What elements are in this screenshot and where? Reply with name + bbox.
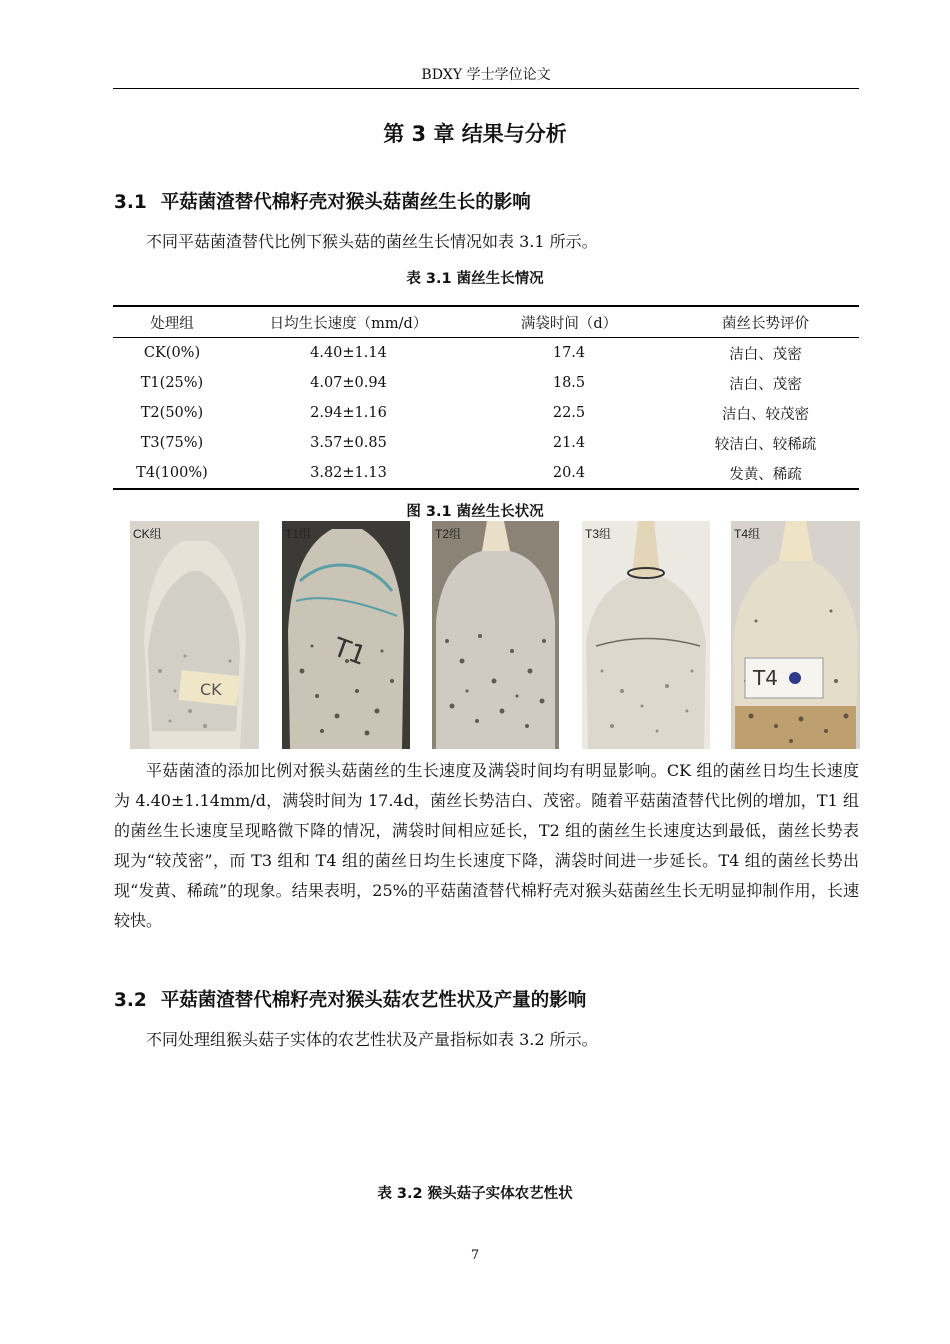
table-row xyxy=(113,428,859,458)
section-3-2-heading xyxy=(114,986,586,1012)
table-cell: 17.4 xyxy=(552,345,586,361)
chapter-title: 第 3 章 结果与分析 xyxy=(383,122,567,146)
table-cell: 洁白、茂密 xyxy=(729,376,802,393)
table-cell: T1(25%) xyxy=(140,375,204,391)
table-cell: 发黄、稀疏 xyxy=(729,466,802,483)
photo-t1-bag xyxy=(282,521,410,749)
table-cell: 洁白、较茂密 xyxy=(722,406,809,423)
photo-t4-bag xyxy=(731,521,860,749)
table-3-1-caption: 表 3.1 菌丝生长情况 xyxy=(406,271,544,287)
panel-label: T4组 xyxy=(734,527,761,541)
table-cell: 4.40±1.14 xyxy=(310,345,387,361)
panel-label: T1组 xyxy=(285,527,312,541)
table-cell: 20.4 xyxy=(552,465,586,481)
page-number: 7 xyxy=(470,1248,480,1263)
table-cell: T4(100%) xyxy=(136,465,208,481)
figure-3-1-caption: 图 3.1 菌丝生长状况 xyxy=(406,504,544,520)
figure-3-1 xyxy=(128,521,860,749)
table-cell: 较洁白、较稀疏 xyxy=(714,436,817,453)
header-rule xyxy=(113,88,859,89)
panel-label: T3组 xyxy=(585,527,612,541)
section-3-1-intro: 不同平菇菌渣替代比例下猴头菇的菌丝生长情况如表 3.1 所示。 xyxy=(146,232,598,251)
table-row xyxy=(113,398,859,428)
section-title: 平菇菌渣替代棉籽壳对猴头菇农艺性状及产量的影响 xyxy=(160,990,587,1011)
table-3-2-caption: 表 3.2 猴头菇子实体农艺性状 xyxy=(377,1186,573,1202)
panel-label: T2组 xyxy=(435,527,462,541)
column-header: 菌丝长势评价 xyxy=(722,315,809,332)
section-3-2-intro: 不同处理组猴头菇子实体的农艺性状及产量指标如表 3.2 所示。 xyxy=(146,1030,598,1049)
table-cell: T2(50%) xyxy=(140,405,204,421)
table-row xyxy=(113,458,859,489)
table-header-row xyxy=(113,306,859,338)
table-cell: T3(75%) xyxy=(140,435,204,451)
photo-t2-bag xyxy=(432,521,559,749)
table-cell: 4.07±0.94 xyxy=(310,375,387,391)
table-cell: 3.57±0.85 xyxy=(310,435,387,451)
section-3-1-heading xyxy=(114,188,531,214)
table-cell: 18.5 xyxy=(552,375,586,391)
table-row xyxy=(113,368,859,398)
table-row xyxy=(113,338,859,369)
running-header: BDXY 学士学位论文 xyxy=(421,67,551,83)
bag-tag: T1 xyxy=(329,632,371,672)
column-header: 日均生长速度（mm/d） xyxy=(269,315,428,332)
table-cell: CK(0%) xyxy=(143,345,201,361)
table-cell: 22.5 xyxy=(552,405,586,421)
bag-tag: CK xyxy=(200,680,222,699)
table-cell: 3.82±1.13 xyxy=(310,465,387,481)
section-number: 3.2 xyxy=(114,990,147,1011)
table-cell: 洁白、茂密 xyxy=(729,346,802,363)
panel-label: CK组 xyxy=(133,527,162,541)
bag-tag: T4 xyxy=(753,666,778,690)
photo-t3-bag xyxy=(582,521,710,749)
section-3-1-body: 平菇菌渣的添加比例对猴头菇菌丝的生长速度及满袋时间均有明显影响。CK 组的菌丝日均生长速度为 4.40±1.14mm/d，满袋时间为 17.4d，菌丝长势洁白、茂密。随着平菇菌渣替代比例的增加，T1 组的菌丝生长速度呈现略微下降的情况，满袋时间相应延长，T2 组的菌丝生长速度达到最低，菌丝长势表现为“较茂密”，而 T3 组和 T4 组的菌丝日均生长速度下降，满袋时间进一步延长。T4 组的菌丝长势出现“发黄、稀疏”的现象。结果表明，25%的平菇菌渣替代棉籽壳对猴头菇菌丝生长无明显抑制作用，长速较快。 xyxy=(114,761,859,930)
table-cell: 21.4 xyxy=(552,435,586,451)
section-title: 平菇菌渣替代棉籽壳对猴头菇菌丝生长的影响 xyxy=(160,192,531,213)
section-number: 3.1 xyxy=(114,192,147,213)
table-cell: 2.94±1.16 xyxy=(310,405,387,421)
table-3-1 xyxy=(113,305,859,490)
photo-ck-bag xyxy=(130,521,259,749)
column-header: 满袋时间（d） xyxy=(520,315,618,332)
column-header: 处理组 xyxy=(150,315,194,332)
